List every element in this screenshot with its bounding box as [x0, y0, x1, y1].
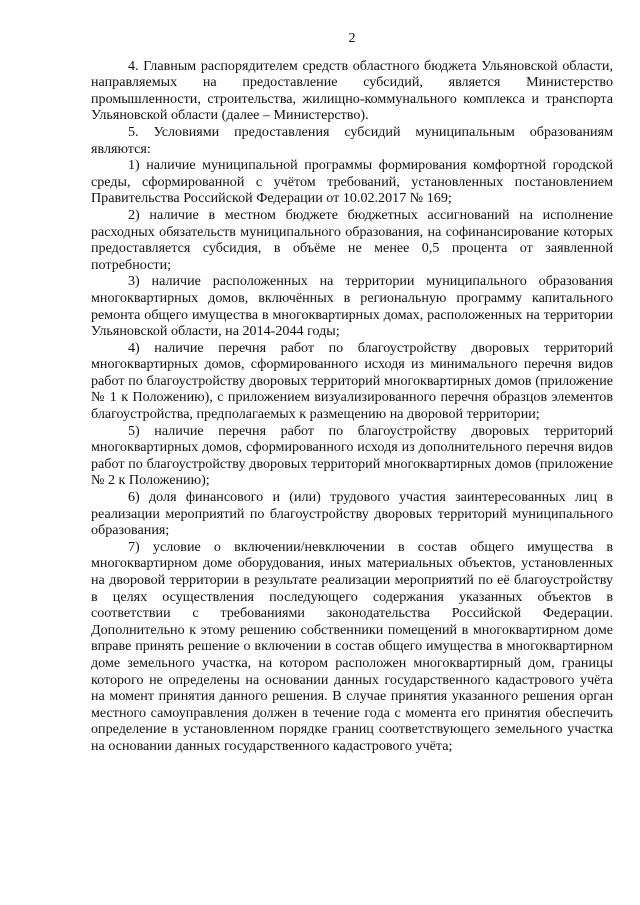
- document-page: [91, 30, 613, 755]
- condition-5-additional-works-list: 5) наличие перечня работ по благоустройству дворовых территорий многоквартирных домов, сформированного исходя из дополнительного перечня видов работ по благоустройству дворовых территорий многоквартирных домов (приложение № 2 к Положению);: [91, 422, 613, 489]
- condition-7-common-property: 7) условие о включении/невключении в состав общего имущества в многоквартирном доме оборудования, иных материальных объектов, установленных на дворовой территории в результате реализации мероприятий по её благоустройству в целях осуществления последующего содержания указанных объектов в соответствии с требованиями законодательства Российской Федерации. Дополнительно к этому решению собственники помещений в многоквартирном доме вправе принять решение о включении в состав общего имущества в многоквартирном доме земельного участка, на котором расположен многоквартирный дом, границы которого не определены на основании данных государственного кадастрового учёта на момент принятия данного решения. В случае принятия указанного решения орган местного самоуправления должен в течение года с момента его принятия обеспечить определение в установленном порядке границ соответствующего земельного участка на основании данных государственного кадастрового учёта;: [91, 538, 613, 754]
- condition-2-budget-allocations: 2) наличие в местном бюджете бюджетных ассигнований на исполнение расходных обязательств муниципального образования, на софинансирование которых предоставляется субсидия, в объёме не менее 0,5 процента от заявленной потребности;: [91, 206, 613, 273]
- condition-3-apartment-buildings: 3) наличие расположенных на территории муниципального образования многоквартирных домов, включённых в региональную программу капитального ремонта общего имущества в многоквартирных домах, расположенных на территории Ульяновской области, на 2014-2044 годы;: [91, 273, 613, 340]
- condition-4-minimum-works-list: 4) наличие перечня работ по благоустройству дворовых территорий многоквартирных домов, сформированного исходя из минимального перечня видов работ по благоустройству дворовых территорий многоквартирных домов (приложение № 1 к Положению), с приложением визуализированного перечня образцов элементов благоустройства, предполагаемых к размещению на дворовой территории;: [91, 339, 613, 423]
- condition-1-municipal-program: 1) наличие муниципальной программы формирования комфортной городской среды, сформированной с учётом требований, установленных постановлением Правительства Российской Федерации от 10.02.2017 № 169;: [91, 157, 613, 207]
- condition-6-participation-share: 6) доля финансового и (или) трудового участия заинтересованных лиц в реализации мероприятий по благоустройству дворовых территорий муниципального образования;: [91, 489, 613, 539]
- page-number: 2: [348, 30, 356, 46]
- paragraph-4-main-distributor: 4. Главным распорядителем средств областного бюджета Ульяновской области, направляемых на предоставление субсидий, является Министерство промышленности, строительства, жилищно-коммунального комплекса и транспорта Ульяновской области (далее – Министерство).: [91, 57, 613, 124]
- paragraph-5-conditions: 5. Условиями предоставления субсидий муниципальным образованиям являются:: [91, 123, 613, 157]
